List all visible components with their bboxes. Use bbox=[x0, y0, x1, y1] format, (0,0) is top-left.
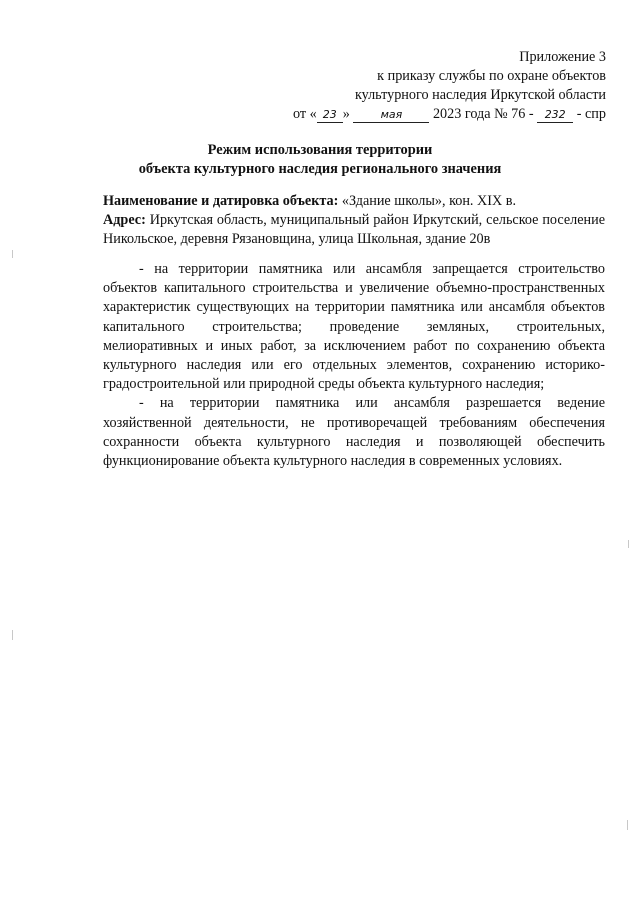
object-address-value: Иркутская область, муниципальный район Иркутский, сельское поселение Никольское, деревня Рязановщина, улица Школьная, здание 20в bbox=[103, 212, 605, 247]
object-name-label: Наименование и датировка объекта: bbox=[103, 193, 339, 209]
title-line-1: Режим использования территории bbox=[207, 142, 433, 158]
scan-artifact bbox=[628, 540, 629, 548]
order-suffix: - спр bbox=[576, 106, 606, 122]
appendix-header bbox=[293, 48, 606, 124]
prohibited-activities-paragraph: - на территории памятника или ансамбля запрещается строительство объектов капитального строительства и увеличение объемно-пространственных характеристик существующих на территории памятника или ансамбля объектов капитального строительства; проведение земляных, строительных, мелиоративных и иных работ, за исключением работ по сохранению объекта культурного наследия или его отдельных элементов, сохранению историко-градостроительной или природной среды объекта культурного наследия; bbox=[103, 261, 605, 393]
issuing-authority: культурного наследия Иркутской области bbox=[354, 87, 606, 103]
scan-artifact bbox=[627, 820, 628, 830]
document-title bbox=[0, 141, 640, 179]
object-name-value: «Здание школы», кон. XIX в. bbox=[341, 193, 517, 209]
usage-regime-text bbox=[103, 260, 605, 471]
scan-artifact bbox=[12, 250, 13, 258]
object-address-row bbox=[103, 211, 605, 249]
order-number-handwritten: 232 bbox=[537, 108, 573, 123]
date-prefix: от « bbox=[293, 106, 317, 122]
order-date-line bbox=[293, 105, 606, 124]
appendix-number: Приложение 3 bbox=[519, 49, 606, 65]
object-info bbox=[103, 192, 605, 249]
order-reference: к приказу службы по охране объектов bbox=[377, 68, 606, 84]
object-address-label: Адрес: bbox=[103, 212, 146, 228]
date-year-text: 2023 года № 76 - bbox=[432, 106, 534, 122]
title-line-2: объекта культурного наследия регионального значения bbox=[138, 161, 502, 177]
date-day-handwritten: 23 bbox=[317, 108, 343, 123]
date-mid: » bbox=[342, 106, 350, 122]
date-month-handwritten: мая bbox=[353, 108, 429, 123]
object-name-row bbox=[103, 192, 605, 211]
permitted-activities-paragraph: - на территории памятника или ансамбля разрешается ведение хозяйственной деятельности, не противоречащей требованиям обеспечения сохранности объекта культурного наследия и позволяющей обеспечить функционирование объекта культурного наследия в современных условиях. bbox=[103, 395, 605, 470]
scan-artifact bbox=[12, 630, 13, 640]
